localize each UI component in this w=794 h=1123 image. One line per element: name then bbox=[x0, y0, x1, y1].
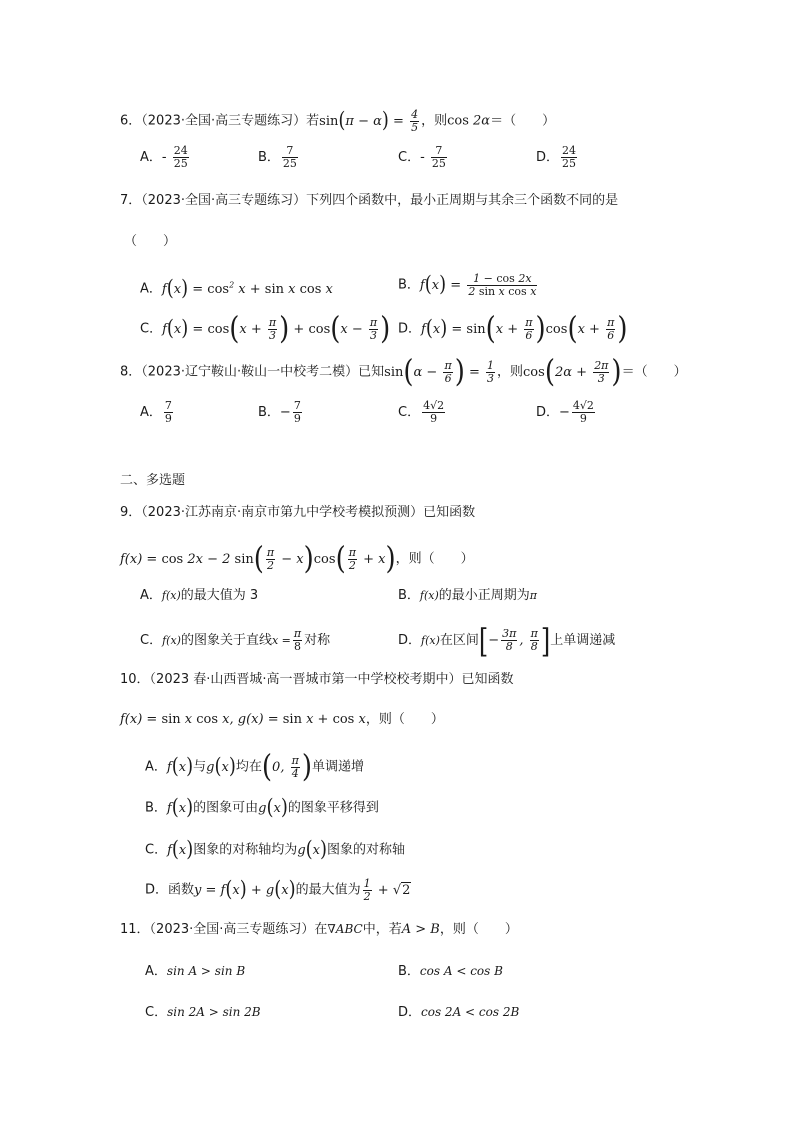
q8-option-c[interactable]: C． $\frac{4√2}{9}$ bbox=[398, 399, 445, 425]
q9-option-c[interactable]: C．f(x)的图象关于直线x = $\frac{\pi}{8}$ 对称 bbox=[140, 627, 331, 653]
q6-stem: 6．（2023·全国·高三专题练习）若sin(π − α) = $\frac{4}{5}$ ，则cos 2α＝（ ） bbox=[120, 107, 556, 134]
q10-option-d[interactable]: D．函数y = f(x) + g(x)的最大值为 $\frac{1}{2}$ + √2 bbox=[145, 876, 411, 903]
section-heading: 二、多选题 bbox=[120, 473, 186, 488]
q10-option-c[interactable]: C．f(x)图象的对称轴均为g(x)图象的对称轴 bbox=[145, 836, 406, 862]
q11-option-b[interactable]: B．cos A < cos B bbox=[398, 964, 503, 979]
q8-stem: 8．（2023·辽宁鞍山·鞍山一中校考二模）已知sin(α − $\frac{\pi}{6}$ ) = $\frac{1}{3}$ ，则cos(2α + $\frac{2\pi}{3}$ )＝（ ） bbox=[120, 354, 687, 390]
q11-option-a[interactable]: A．sin A > sin B bbox=[145, 964, 246, 979]
q11-stem: 11．（2023·全国·高三专题练习）在∇ABC中，若A > B，则（ ） bbox=[120, 922, 518, 937]
q8-condition: sin(α − $\frac{\pi}{6}$ ) = $\frac{1}{3}$ bbox=[384, 354, 495, 390]
q7-option-a[interactable]: A．$f(x) = \cos^2 x + \sin x$ cos x bbox=[140, 275, 333, 301]
q7-option-c[interactable]: C．f(x) = cos(x + $\frac{\pi}{3}$ ) + cos(x − $\frac{\pi}{3}$ ) bbox=[140, 311, 391, 347]
q6-option-d[interactable]: D． $\frac{24}{25}$ bbox=[536, 144, 577, 170]
q7-blank: （ ） bbox=[124, 234, 177, 249]
q7-stem: 7．（2023·全国·高三专题练习）下列四个函数中，最小正周期与其余三个函数不同的是 bbox=[120, 193, 619, 208]
q11-option-c[interactable]: C．sin 2A > sin 2B bbox=[145, 1005, 261, 1020]
q9-option-d[interactable]: D．f(x)在区间[− $\frac{3\pi}{8}$ , $\frac{\pi}{8}$ ]上单调递减 bbox=[398, 621, 616, 660]
q6-option-c[interactable]: C．- $\frac{7}{25}$ bbox=[398, 144, 446, 170]
q7-option-d[interactable]: D．f(x) = sin(x + $\frac{\pi}{6}$ )cos(x + $\frac{\pi}{6}$ ) bbox=[398, 311, 628, 347]
q8-option-d[interactable]: D．− $\frac{4√2}{9}$ bbox=[536, 399, 594, 425]
q6-source: （2023·全国·高三专题练习） bbox=[141, 113, 307, 129]
q10-option-a[interactable]: A．f(x)与g(x)均在(0, $\frac{\pi}{4}$ )单调递增 bbox=[145, 749, 364, 785]
q7-option-b[interactable]: B．f(x) = $\frac{1 - \cos 2x}{\text{2 sin x cos x}}$ bbox=[398, 271, 537, 298]
q10-function: f(x) = sin x cos x, g(x) = sin x + cos x，则（ ） bbox=[120, 712, 444, 727]
q8-option-a[interactable]: A． $\frac{7}{9}$ bbox=[140, 399, 172, 425]
q6-number: 6． bbox=[120, 113, 142, 129]
q6-ask: cos 2α bbox=[447, 113, 491, 129]
q9-function: f(x) = cos 2x − 2 sin( $\frac{\pi}{2}$ − x)cos( $\frac{\pi}{2}$ + x)，则（ ） bbox=[120, 541, 474, 577]
q6-option-b[interactable]: B． $\frac{7}{25}$ bbox=[258, 144, 297, 170]
q9-option-a[interactable]: A．f(x)的最大值为 3 bbox=[140, 588, 259, 603]
q11-option-d[interactable]: D．cos 2A < cos 2B bbox=[398, 1005, 520, 1020]
q10-option-b[interactable]: B．f(x)的图象可由g(x)的图象平移得到 bbox=[145, 794, 379, 820]
q6-option-a[interactable]: A．- $\frac{24}{25}$ bbox=[140, 144, 188, 170]
q8-option-b[interactable]: B．− $\frac{7}{9}$ bbox=[258, 399, 301, 425]
q10-stem: 10．（2023 春·山西晋城·高一晋城市第一中学校校考期中）已知函数 bbox=[120, 672, 514, 687]
q8-ask: cos(2α + $\frac{2\pi}{3}$ ) bbox=[523, 354, 622, 390]
q9-stem: 9．（2023·江苏南京·南京市第九中学校考模拟预测）已知函数 bbox=[120, 505, 476, 520]
q9-option-b[interactable]: B．f(x)的最小正周期为π bbox=[398, 588, 538, 603]
q6-condition: sin(π − α) = $\frac{4}{5}$ bbox=[319, 107, 419, 134]
